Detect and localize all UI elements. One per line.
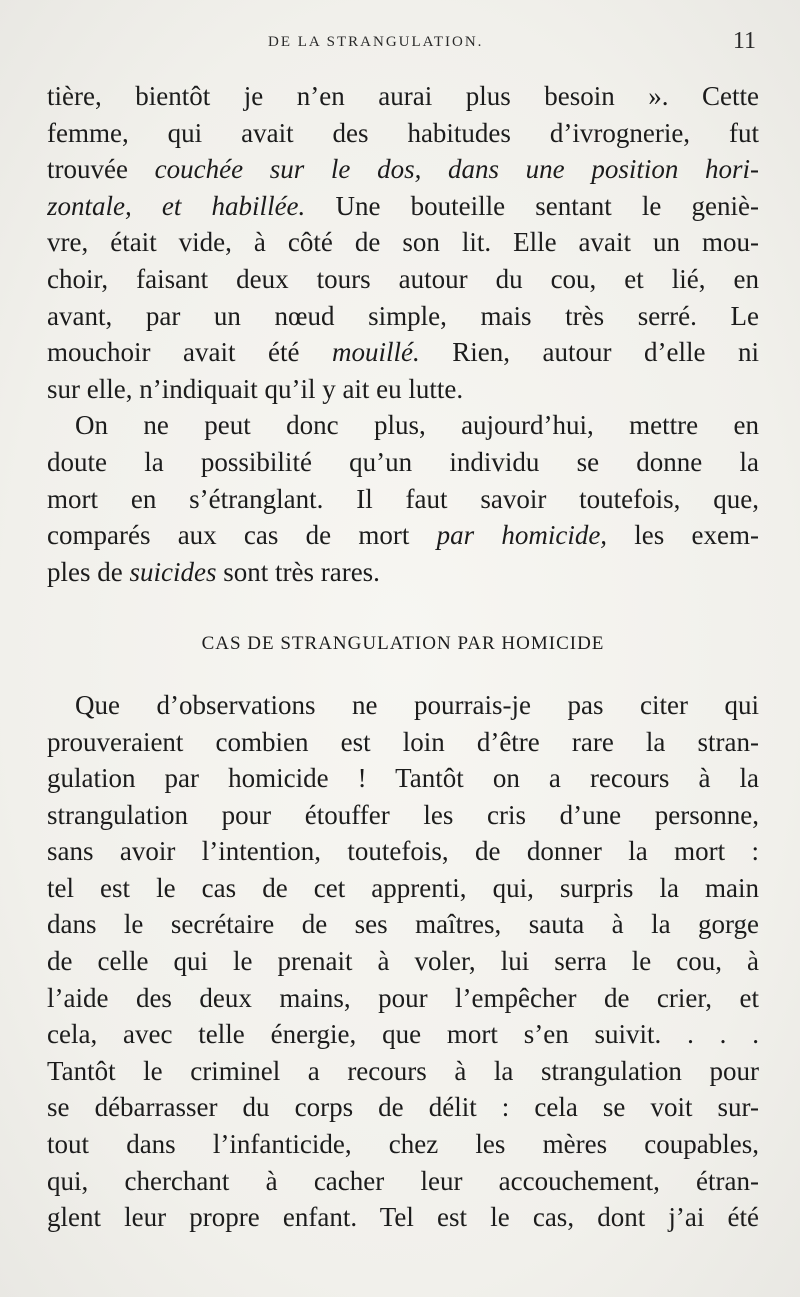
text-line: glent leur propre enfant. Tel est le cas, dont j’ai été (47, 1202, 759, 1233)
text-span: Rien, autour d’elle ni (419, 337, 759, 368)
text-line: se débarrasser du corps de délit : cela se voit sur- (47, 1092, 759, 1123)
text-span: les exem- (607, 520, 759, 551)
text-line: de celle qui le prenait à voler, lui serra le cou, à (47, 946, 759, 977)
running-head (0, 28, 800, 58)
text-line (47, 554, 759, 591)
text-span: Une bouteille sentant le geniè- (305, 190, 759, 221)
text-span: trouvée (47, 154, 155, 185)
text-line: tout dans l’infanticide, chez les mères coupables, (47, 1129, 759, 1160)
body-text (47, 78, 759, 1236)
running-title: DE LA STRANGULATION. (268, 34, 484, 50)
page-number: 11 (732, 28, 756, 54)
text-span: comparés aux cas de mort (47, 520, 437, 551)
text-span: ples de (47, 556, 130, 587)
text-line: tière, bientôt je n’en aurai plus besoin ». Cette (47, 81, 759, 111)
text-line: qui, cherchant à cacher leur accouchement, étran- (47, 1165, 759, 1196)
text-line: l’aide des deux mains, pour l’empêcher de crier, et (47, 982, 759, 1013)
text-line: Tantôt le criminel a recours à la strangulation pour (47, 1055, 759, 1086)
text-line: Que d’observations ne pourrais-je pas citer qui (75, 689, 759, 720)
text-span: sont très rares. (216, 556, 380, 587)
italic-text: par homicide, (436, 520, 608, 551)
text-span: mouchoir avait été (47, 337, 332, 368)
text-line: dans le secrétaire de ses maîtres, sauta à la gorge (47, 909, 759, 940)
text-line: gulation par homicide ! Tantôt on a recours à la (47, 763, 759, 794)
text-line: On ne peut donc plus, aujourd’hui, mettre en (75, 410, 759, 441)
section-heading: CAS DE STRANGULATION PAR HOMICIDE (201, 633, 605, 655)
italic-text: couchée sur le dos, dans une position hori- (154, 154, 759, 185)
text-line: tel est le cas de cet apprenti, qui, surpris la main (47, 872, 759, 903)
text-line: vre, était vide, à côté de son lit. Elle avait un mou- (47, 227, 759, 258)
text-line: mort en s’étranglant. Il faut savoir toutefois, que, (47, 483, 759, 514)
text-line (47, 188, 759, 225)
text-line: cela, avec telle énergie, que mort s’en suivit. . . . (47, 1019, 759, 1050)
text-line: strangulation pour étouffer les cris d’une personne, (47, 799, 759, 830)
text-line: sur elle, n’indiquait qu’il y ait eu lutte. (47, 373, 464, 404)
italic-text: suicides (129, 556, 217, 587)
text-line (47, 151, 759, 188)
text-line: femme, qui avait des habitudes d’ivrognerie, fut (47, 117, 759, 148)
italic-text: zontale, et habillée. (47, 190, 306, 221)
text-line: sans avoir l’intention, toutefois, de donner la mort : (47, 836, 759, 867)
italic-text: mouillé. (331, 337, 420, 368)
text-line: doute la possibilité qu’un individu se donne la (47, 446, 759, 477)
text-line (47, 517, 759, 554)
text-line: choir, faisant deux tours autour du cou, et lié, en (47, 263, 759, 294)
text-line: prouveraient combien est loin d’être rare la stran- (47, 726, 759, 757)
text-line: avant, par un nœud simple, mais très serré. Le (47, 300, 759, 331)
text-line (47, 334, 759, 371)
